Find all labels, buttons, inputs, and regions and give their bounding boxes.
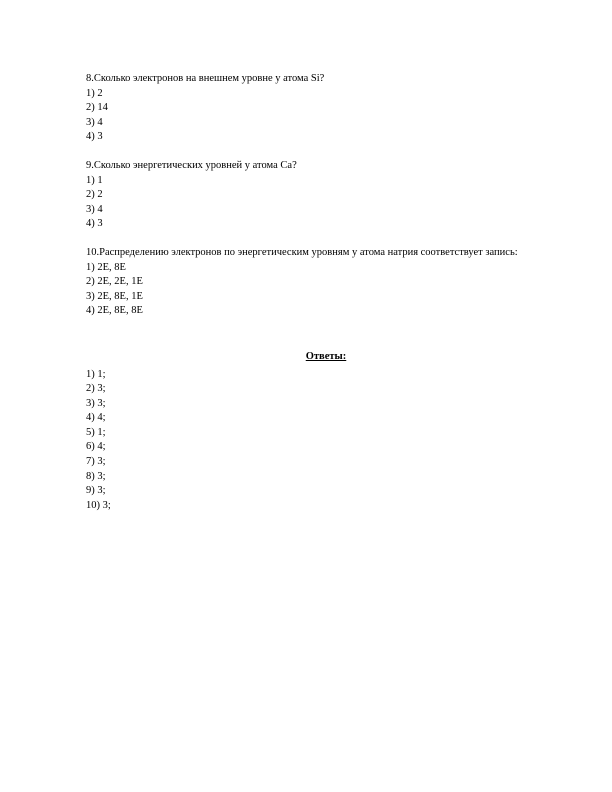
answer-key-item: 5) 1; bbox=[86, 426, 106, 438]
answer-key-item: 3) 3; bbox=[86, 397, 106, 409]
document-content bbox=[86, 72, 556, 513]
answer-key-item: 2) 3; bbox=[86, 383, 106, 395]
answers-title: Ответы: bbox=[305, 350, 347, 362]
answer-option: 2) 2 bbox=[86, 189, 103, 201]
question-10 bbox=[86, 246, 556, 319]
question-9 bbox=[86, 159, 556, 232]
answer-option: 4) 3 bbox=[86, 218, 103, 230]
answer-option: 2) 2Е, 2Е, 1Е bbox=[86, 276, 143, 288]
answer-option: 3) 2Е, 8Е, 1Е bbox=[86, 290, 143, 302]
answer-option: 1) 2Е, 8Е bbox=[86, 261, 126, 273]
answer-option: 4) 2Е, 8Е, 8Е bbox=[86, 305, 143, 317]
answer-option: 1) 2 bbox=[86, 87, 103, 99]
answer-key-item: 10) 3; bbox=[86, 499, 111, 511]
answer-option: 3) 4 bbox=[86, 116, 103, 128]
answer-option: 2) 14 bbox=[86, 102, 108, 114]
answer-key-item: 7) 3; bbox=[86, 456, 106, 468]
answer-option: 4) 3 bbox=[86, 131, 103, 143]
question-text: 8.Сколько электронов на внешнем уровне у атома Si? bbox=[86, 73, 325, 84]
answer-key-item: 1) 1; bbox=[86, 368, 106, 380]
question-text: 9.Сколько энергетических уровней у атома Ca? bbox=[86, 159, 297, 171]
answers-section bbox=[86, 350, 556, 514]
question-text: 10.Распределению электронов по энергетическим уровням у атома натрия соответствует запись: bbox=[86, 246, 518, 258]
answer-key-item: 6) 4; bbox=[86, 441, 106, 453]
answer-option: 1) 1 bbox=[86, 174, 103, 186]
question-8 bbox=[86, 72, 556, 145]
answer-option: 3) 4 bbox=[86, 203, 103, 215]
answer-key-item: 8) 3; bbox=[86, 470, 106, 482]
answer-key-item: 4) 4; bbox=[86, 412, 106, 424]
answer-key-item: 9) 3; bbox=[86, 485, 106, 497]
